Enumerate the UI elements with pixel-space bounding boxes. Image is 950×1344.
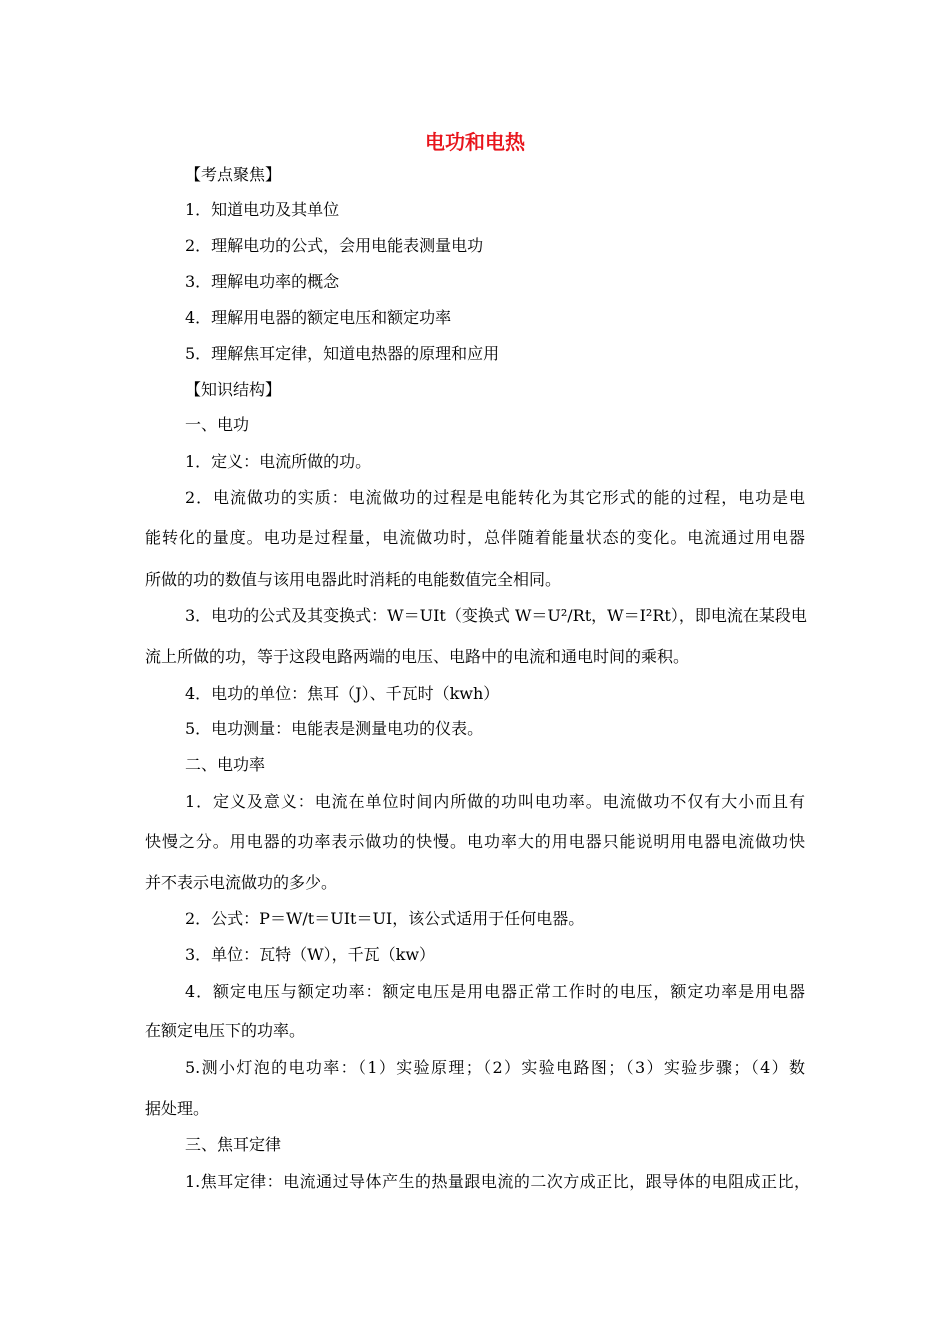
- paragraph-line: 2．公式：P＝W/t＝UIt＝UI，该公式适用于任何电器。: [185, 909, 585, 928]
- document-title: 电功和电热: [425, 130, 525, 154]
- paragraph-line: 1．知道电功及其单位: [185, 200, 340, 219]
- paragraph-line: 1．定义：电流所做的功。: [185, 452, 372, 471]
- paragraph-line: 5．电功测量：电能表是测量电功的仪表。: [185, 719, 484, 738]
- paragraph-line: 1．定义及意义：电流在单位时间内所做的功叫电功率。电流做功不仅有大小而且有: [185, 792, 805, 811]
- section-heading-key-points: 【考点聚焦】: [185, 165, 282, 184]
- subsection-heading: 二、电功率: [185, 755, 266, 774]
- paragraph-line: 所做的功的数值与该用电器此时消耗的电能数值完全相同。: [145, 570, 562, 589]
- paragraph-line: 3．电功的公式及其变换式：W＝UIt（变换式 W＝U²/Rt，W＝I²Rt），即电流在某段电: [185, 606, 807, 625]
- paragraph-line: 2．理解电功的公式，会用电能表测量电功: [185, 236, 484, 255]
- section-heading-knowledge-structure: 【知识结构】: [185, 380, 282, 399]
- paragraph-line: 3．单位：瓦特（W），千瓦（kw）: [185, 945, 436, 964]
- paragraph-line: 快慢之分。用电器的功率表示做功的快慢。电功率大的用电器只能说明用电器电流做功快: [145, 832, 805, 851]
- paragraph-line: 5.测小灯泡的电功率：（1）实验原理；（2）实验电路图；（3）实验步骤；（4）数: [185, 1058, 805, 1077]
- paragraph-line: 据处理。: [145, 1099, 210, 1118]
- paragraph-line: 流上所做的功，等于这段电路两端的电压、电路中的电流和通电时间的乘积。: [145, 647, 690, 666]
- paragraph-line: 3．理解电功率的概念: [185, 272, 340, 291]
- paragraph-line: 1.焦耳定律：电流通过导体产生的热量跟电流的二次方成正比，跟导体的电阻成正比，: [185, 1172, 810, 1191]
- subsection-heading: 一、电功: [185, 415, 250, 434]
- paragraph-line: 能转化的量度。电功是过程量，电流做功时，总伴随着能量状态的变化。电流通过用电器: [145, 528, 805, 547]
- paragraph-line: 2．电流做功的实质：电流做功的过程是电能转化为其它形式的能的过程，电功是电: [185, 488, 805, 507]
- paragraph-line: 4．电功的单位：焦耳（J）、千瓦时（kwh）: [185, 684, 500, 703]
- paragraph-line: 5．理解焦耳定律，知道电热器的原理和应用: [185, 344, 500, 363]
- paragraph-line: 在额定电压下的功率。: [145, 1021, 306, 1040]
- paragraph-line: 并不表示电流做功的多少。: [145, 873, 338, 892]
- subsection-heading: 三、焦耳定律: [185, 1135, 282, 1154]
- paragraph-line: 4．理解用电器的额定电压和额定功率: [185, 308, 452, 327]
- paragraph-line: 4．额定电压与额定功率：额定电压是用电器正常工作时的电压，额定功率是用电器: [185, 982, 805, 1001]
